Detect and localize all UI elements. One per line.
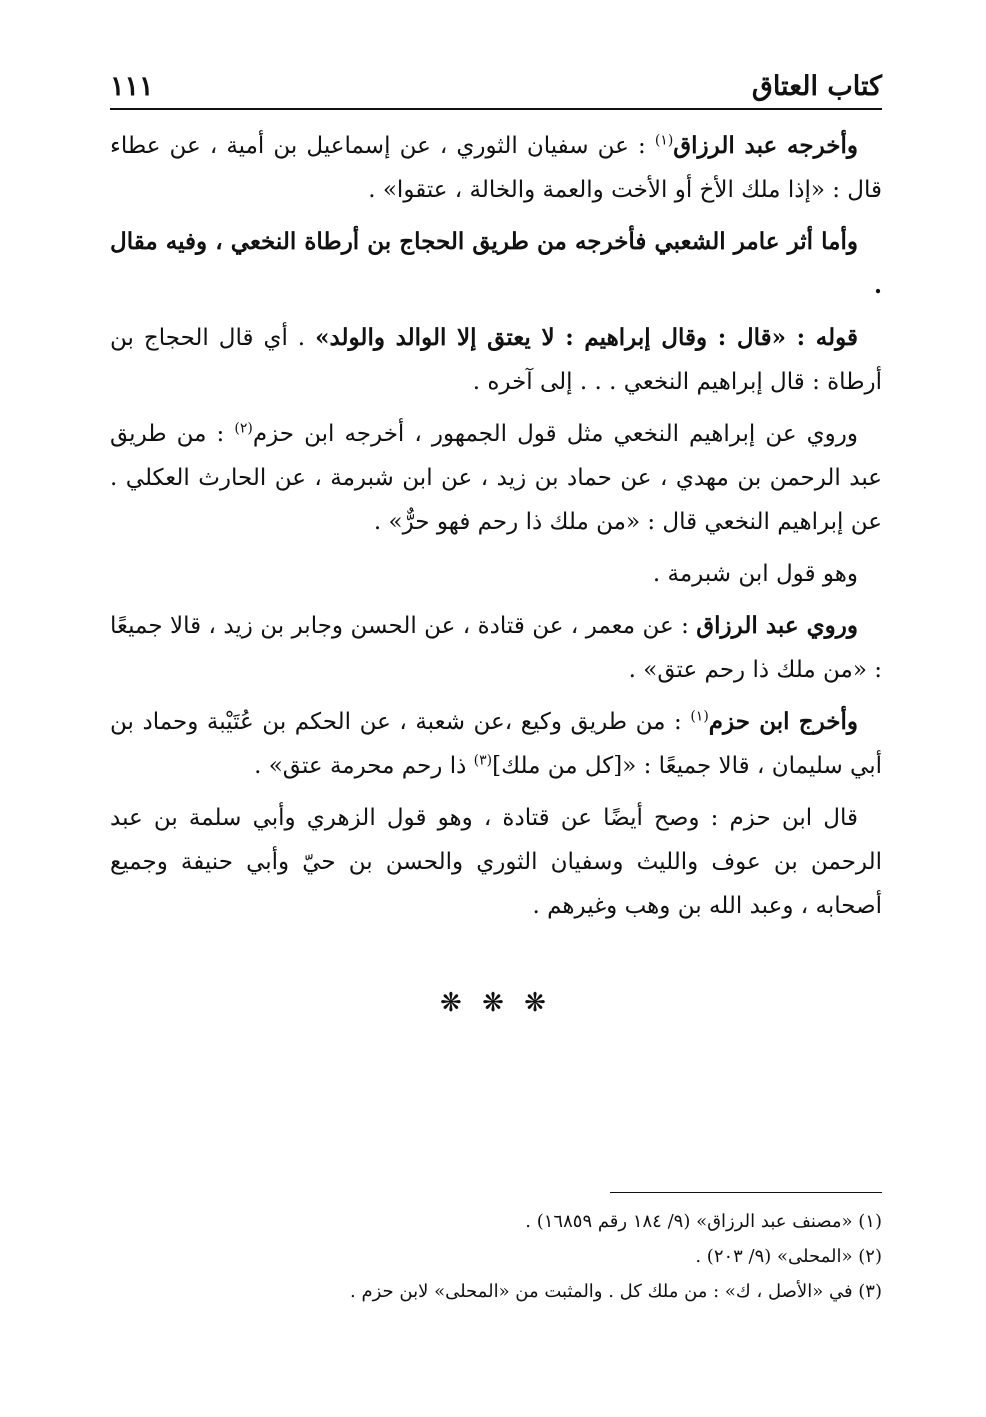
bold-lead: وأما أثر عامر الشعبي فأخرجه من طريق الحجاج بن أرطاة النخعي ، وفيه مقال . (110, 228, 882, 299)
paragraph (110, 700, 882, 788)
paragraph-text-continued: : من طريق عبد الرحمن بن مهدي ، عن حماد بن زيد ، عن ابن شبرمة ، عن الحارث العكلي . عن إبراهيم النخعي قال : «من ملك ذا رحم فهو حرٌّ» . (110, 421, 882, 535)
paragraph-text: وهو قول ابن شبرمة . (652, 561, 858, 587)
paragraph-text: : عن معمر ، عن قتادة ، عن الحسن وجابر بن زيد ، قالا جميعًا : «من ملك ذا رحم عتق» . (110, 613, 882, 683)
footnote-ref: (١) (654, 132, 674, 149)
footnote: (١) «مصنف عبد الرزاق» (٩/ ١٨٤ رقم ١٦٨٥٩) . (525, 1211, 882, 1232)
paragraph (110, 552, 882, 596)
footnote-ref: (٢) (234, 420, 253, 437)
paragraph-text-continued: ذا رحم محرمة عتق» . (254, 753, 474, 779)
paragraph (110, 796, 882, 928)
paragraph-text: قال ابن حزم : وصح أيضًا عن قتادة ، وهو قول الزهري وأبي سلمة بن عبد الرحمن بن عوف والليث وسفيان الثوري والحسن بن حيّ وأبي حنيفة وجميع أصحابه ، وعبد الله بن وهب وغيرهم . (110, 805, 882, 919)
section-separator: ❋ ❋ ❋ (440, 988, 552, 1018)
bold-lead: وأخرج ابن حزم (708, 708, 858, 735)
paragraph (110, 220, 882, 308)
paragraph-text: وروي عن إبراهيم النخعي مثل قول الجمهور ، أخرجه ابن حزم (252, 421, 858, 447)
page-number: ١١١ (110, 71, 154, 102)
footnote-divider (610, 1192, 882, 1193)
main-text (110, 124, 882, 936)
footnote-ref: (٣) (473, 752, 493, 769)
paragraph (110, 316, 882, 404)
paragraph-text: : من طريق وكيع ،عن شعبة ، عن الحكم بن عُتَيْبة وحماد بن أبي سليمان ، قالا جميعًا : «[كل من ملك] (110, 709, 882, 779)
bold-lead: قوله : «قال : وقال إبراهيم : لا يعتق إلا الوالد والولد» (315, 324, 859, 351)
footnote: (٢) «المحلى» (٩/ ٢٠٣) . (695, 1246, 882, 1267)
paragraph (110, 124, 882, 212)
paragraph (110, 412, 882, 544)
bold-lead: وروي عبد الرزاق (696, 612, 858, 639)
footnote-ref: (١) (690, 708, 709, 725)
paragraph-text: : عن سفيان الثوري ، عن إسماعيل بن أمية ، عن عطاء قال : «إذا ملك الأخ أو الأخت والعمة والخالة ، عتقوا» . (110, 133, 882, 203)
page-header (110, 60, 882, 110)
footnote: (٣) في «الأصل ، ك» : من ملك كل . والمثبت من «المحلى» لابن حزم . (350, 1281, 882, 1302)
footnotes (110, 1204, 882, 1309)
book-page (110, 60, 882, 1360)
paragraph-text: . أي قال الحجاج بن أرطاة : قال إبراهيم النخعي . . . إلى آخره . (110, 325, 882, 395)
book-title: كتاب العتاق (751, 71, 882, 102)
bold-lead: وأخرجه عبد الرزاق (673, 132, 858, 159)
paragraph (110, 604, 882, 692)
